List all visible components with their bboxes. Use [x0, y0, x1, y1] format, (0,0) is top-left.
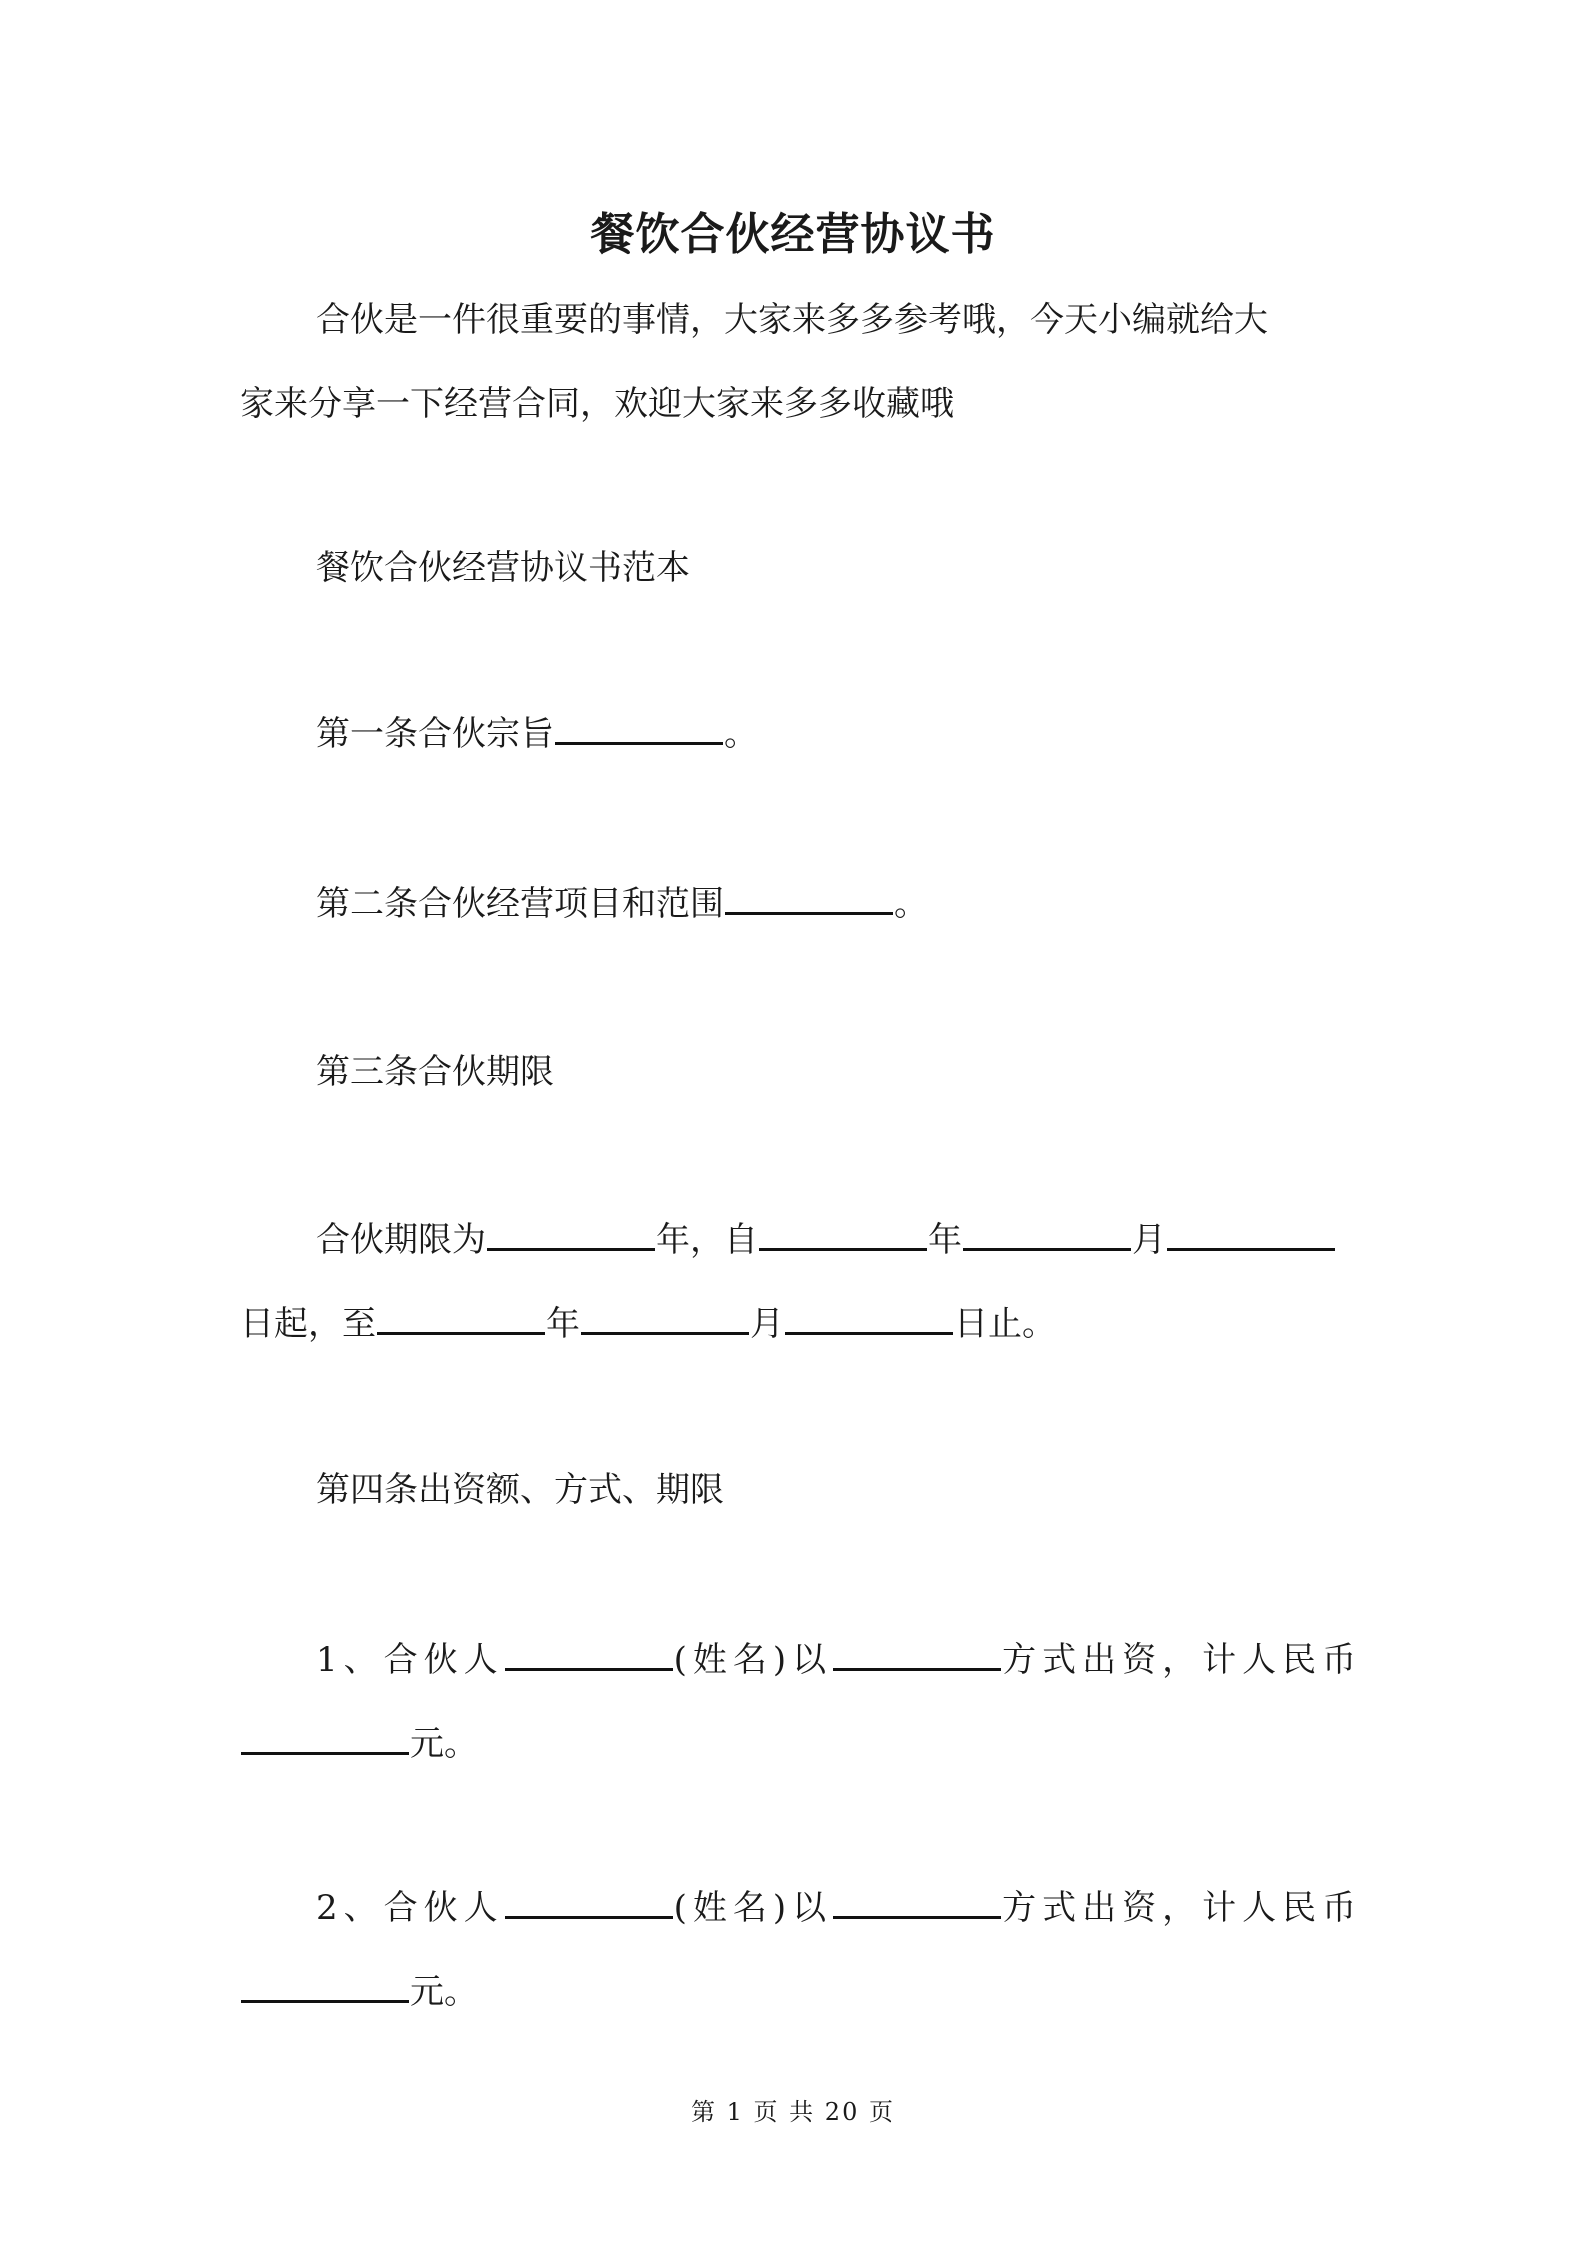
term-day-start: 日起，至 [240, 1304, 376, 1344]
blank [833, 1886, 1001, 1919]
item-unit: 元。 [410, 1724, 478, 1764]
article-2-label: 第二条合伙经营项目和范围 [316, 884, 724, 924]
item-number: 1、 [316, 1640, 384, 1680]
intro-paragraph-line-2: 家来分享一下经营合同，欢迎大家来多多收藏哦 [240, 384, 954, 424]
term-prefix: 合伙期限为 [316, 1220, 486, 1260]
contribution-item-1-line-1 [316, 1636, 1362, 1684]
blank [963, 1218, 1131, 1251]
intro-paragraph-line-1: 合伙是一件很重要的事情，大家来多多参考哦，今天小编就给大 [316, 300, 1268, 340]
article-3: 第三条合伙期限 [316, 1052, 554, 1092]
contribution-item-1-line-2 [240, 1720, 478, 1768]
blank [505, 1886, 673, 1919]
article-1 [316, 710, 758, 758]
article-1-end: 。 [724, 714, 758, 754]
blank [1167, 1218, 1335, 1251]
blank [377, 1302, 545, 1335]
blank [241, 1970, 409, 2003]
contribution-item-2-line-2 [240, 1968, 478, 2016]
article-2-end: 。 [894, 884, 928, 924]
item-partner: 合伙人 [383, 1888, 504, 1928]
template-subtitle: 餐饮合伙经营协议书范本 [316, 548, 690, 588]
item-unit: 元。 [410, 1972, 478, 2012]
blank [555, 712, 723, 745]
term-month-2: 月 [750, 1304, 784, 1344]
term-month-1: 月 [1132, 1220, 1166, 1260]
page-title: 餐饮合伙经营协议书 [590, 209, 996, 260]
blank [487, 1218, 655, 1251]
blank [785, 1302, 953, 1335]
term-year-2: 年 [546, 1304, 580, 1344]
blank [241, 1722, 409, 1755]
term-line-1 [316, 1216, 1336, 1264]
item-name-hint: (姓名)以 [673, 1640, 833, 1680]
blank [581, 1302, 749, 1335]
blank [759, 1218, 927, 1251]
term-day-end: 日止。 [954, 1304, 1056, 1344]
article-2 [316, 880, 928, 928]
term-line-2 [240, 1300, 1056, 1348]
article-4: 第四条出资额、方式、期限 [316, 1470, 724, 1510]
item-method: 方式出资，计人民币 [1002, 1640, 1363, 1680]
blank [505, 1638, 673, 1671]
term-year-self: 年，自 [656, 1220, 758, 1260]
page-footer: 第 1 页 共 20 页 [691, 2098, 895, 2126]
item-number: 2、 [316, 1888, 384, 1928]
item-partner: 合伙人 [383, 1640, 504, 1680]
contribution-item-2-line-1 [316, 1884, 1362, 1932]
blank [833, 1638, 1001, 1671]
term-year-1: 年 [928, 1220, 962, 1260]
blank [725, 882, 893, 915]
item-method: 方式出资，计人民币 [1002, 1888, 1363, 1928]
article-1-label: 第一条合伙宗旨 [316, 714, 554, 754]
item-name-hint: (姓名)以 [673, 1888, 833, 1928]
